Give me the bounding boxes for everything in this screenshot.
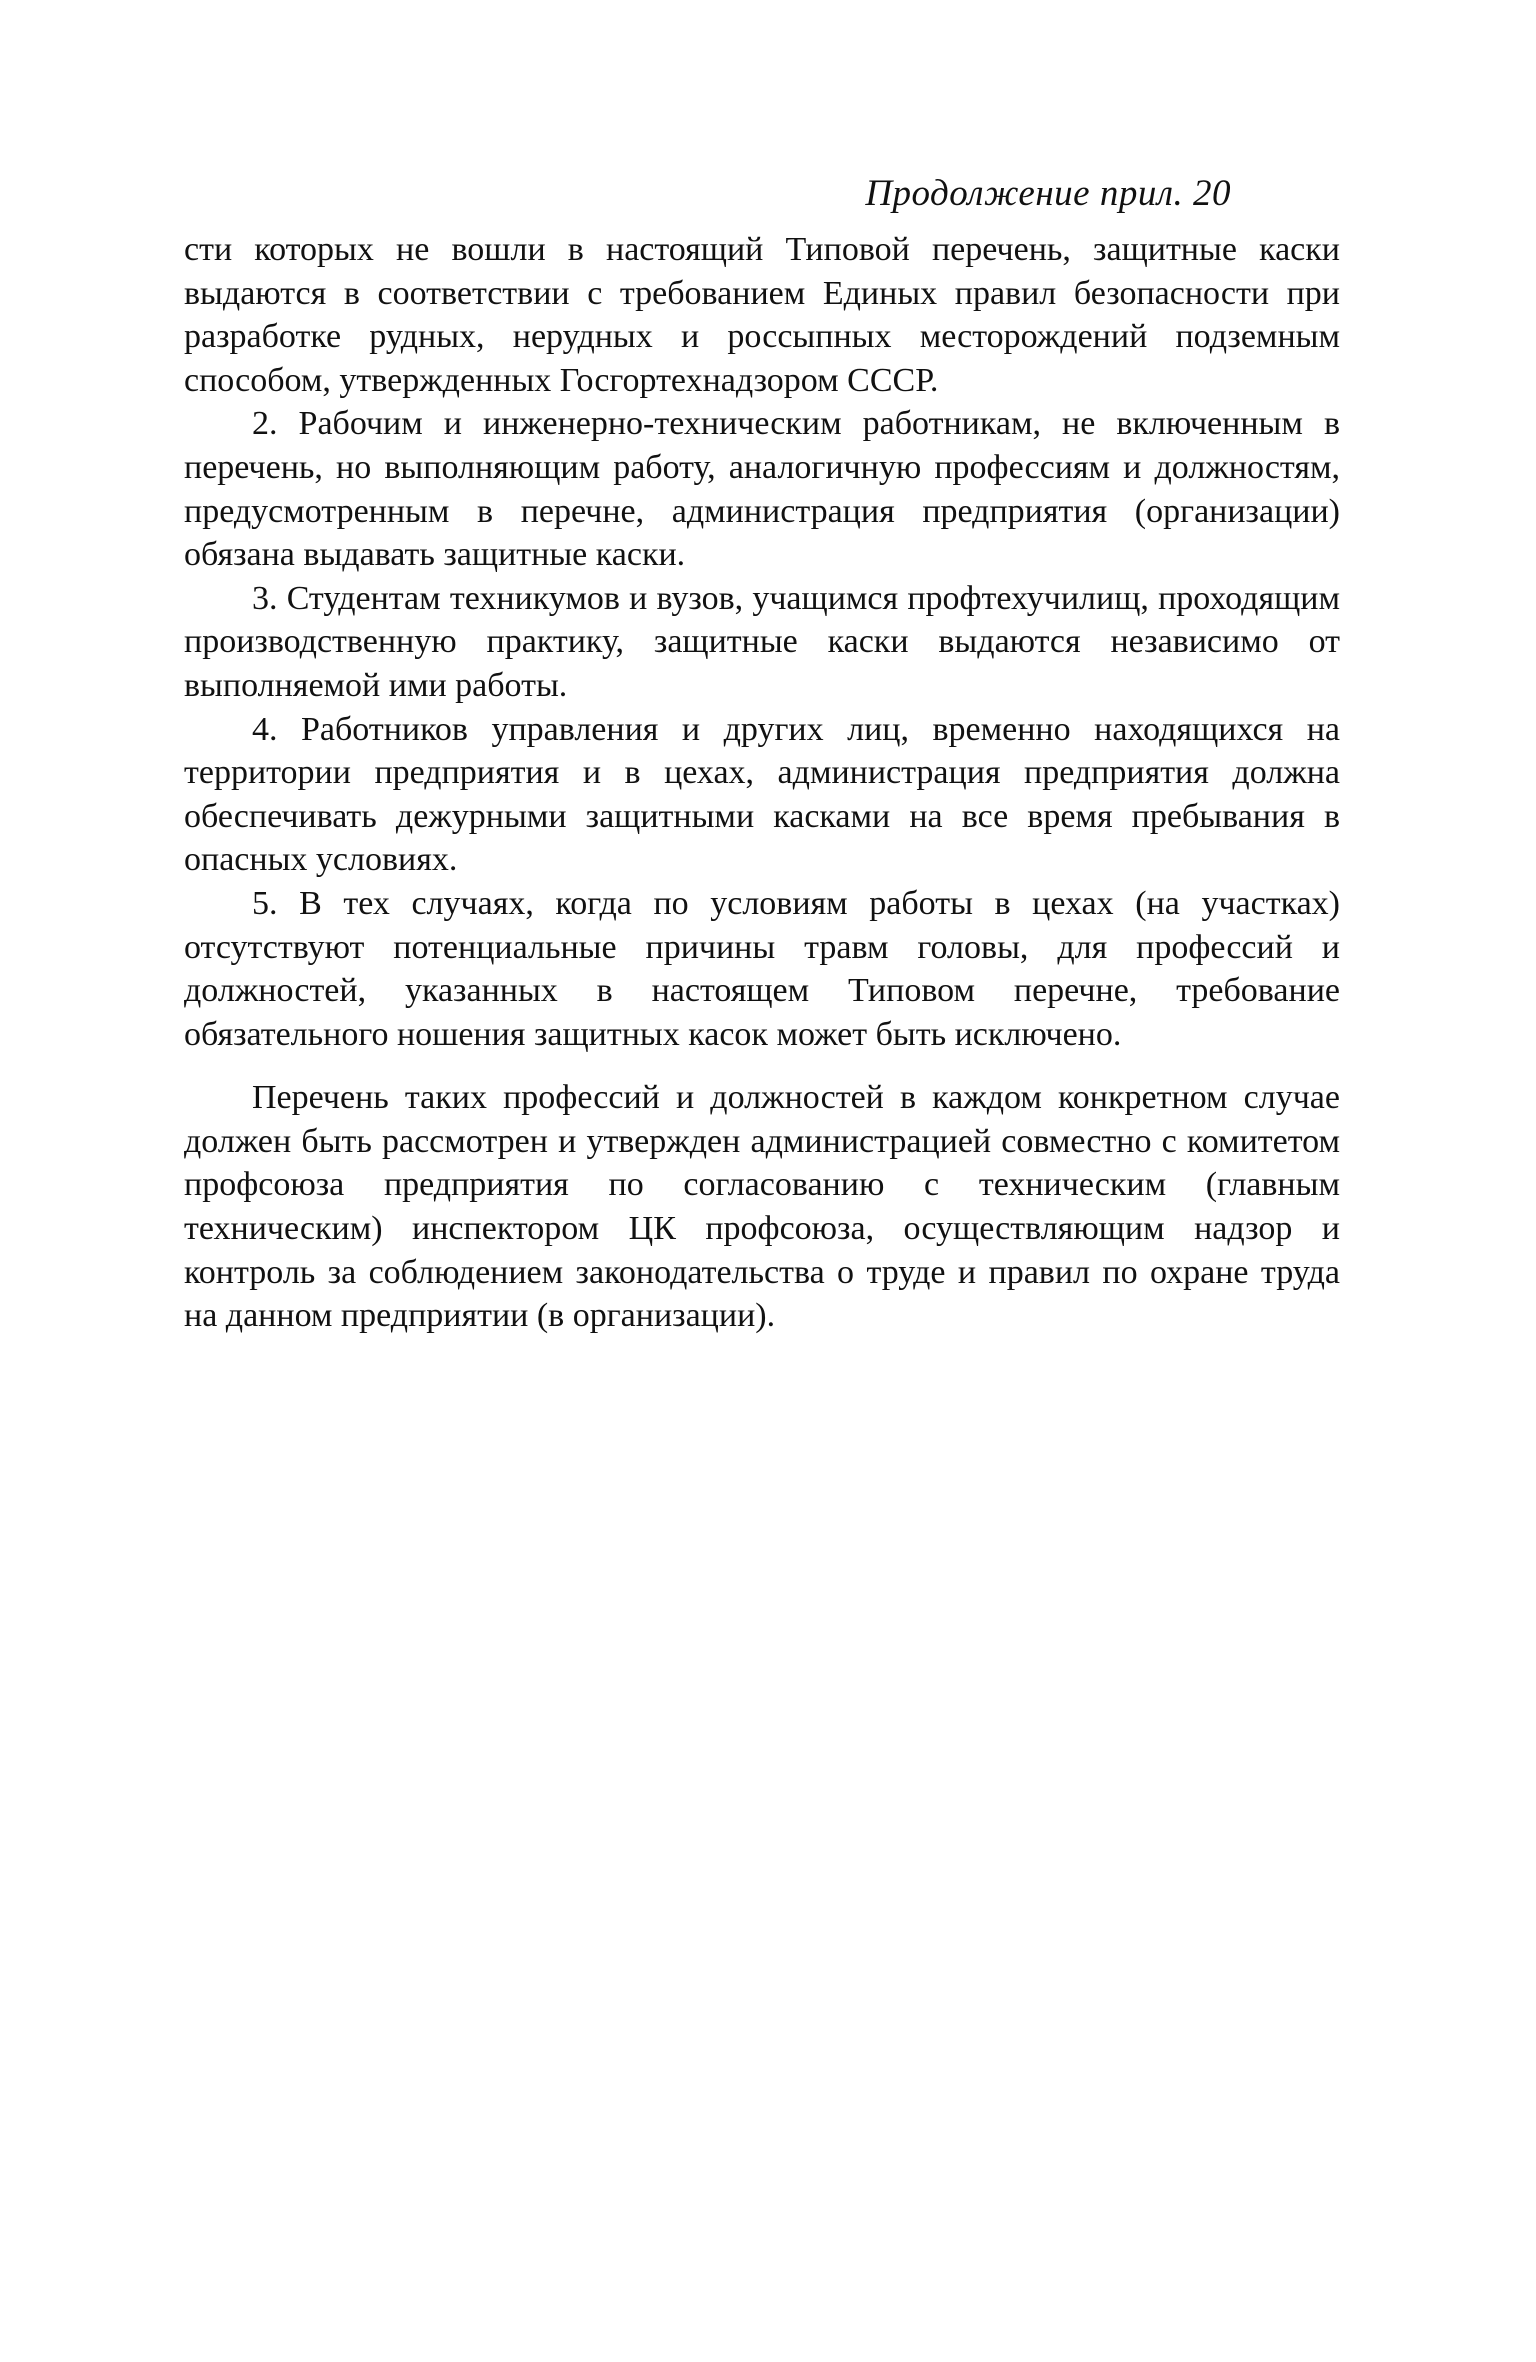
paragraph-continuation: сти которых не вошли в настоящий Типовой перечень, защитные каски выдаются в соответствии с требованием Единых правил безопасности при разработке рудных, нерудных и россыпных месторождений подземным способом, утвержденных Госгортехнадзором СССР. [184, 231, 1340, 399]
body-text [184, 228, 1340, 1338]
paragraph-professions-list: Перечень таких профессий и должностей в каждом конкретном случае должен быть рассмотрен и утвержден администрацией совместно с комитетом профсоюза предприятия по согласованию с техническим (главным техническим) инспектором ЦК профсоюза, осуществляющим надзор и контроль за соблюдением законодательства о труде и правил по охране труда на данном предприятии (в организации). [184, 1079, 1340, 1335]
paragraph-item-2: 2. Рабочим и инженерно-техническим работникам, не включенным в перечень, но выполняющим работу, аналогичную профессиям и должностям, предусмотренным в перечне, администрация предприятия (организации) обязана выдавать защитные каски. [184, 405, 1340, 574]
paragraph-item-3: 3. Студентам техникумов и вузов, учащимся профтехучилищ, проходящим производственную практику, защитные каски выдаются независимо от выполняемой ими работы. [184, 579, 1340, 704]
paragraph-item-4: 4. Работников управления и других лиц, временно находящихся на территории предприятия и в цехах, администрация предприятия должна обеспечивать дежурными защитными касками на все время пребывания в опасных условиях. [184, 710, 1340, 879]
paragraph-item-5: 5. В тех случаях, когда по условиям работы в цехах (на участках) отсутствуют потенциальные причины травм головы, для профессий и должностей, указанных в настоящем Типовом перечне, требование обязательного ношения защитных касок может быть исключено. [184, 884, 1340, 1053]
running-head: Продолжение прил. 20 [865, 173, 1231, 214]
